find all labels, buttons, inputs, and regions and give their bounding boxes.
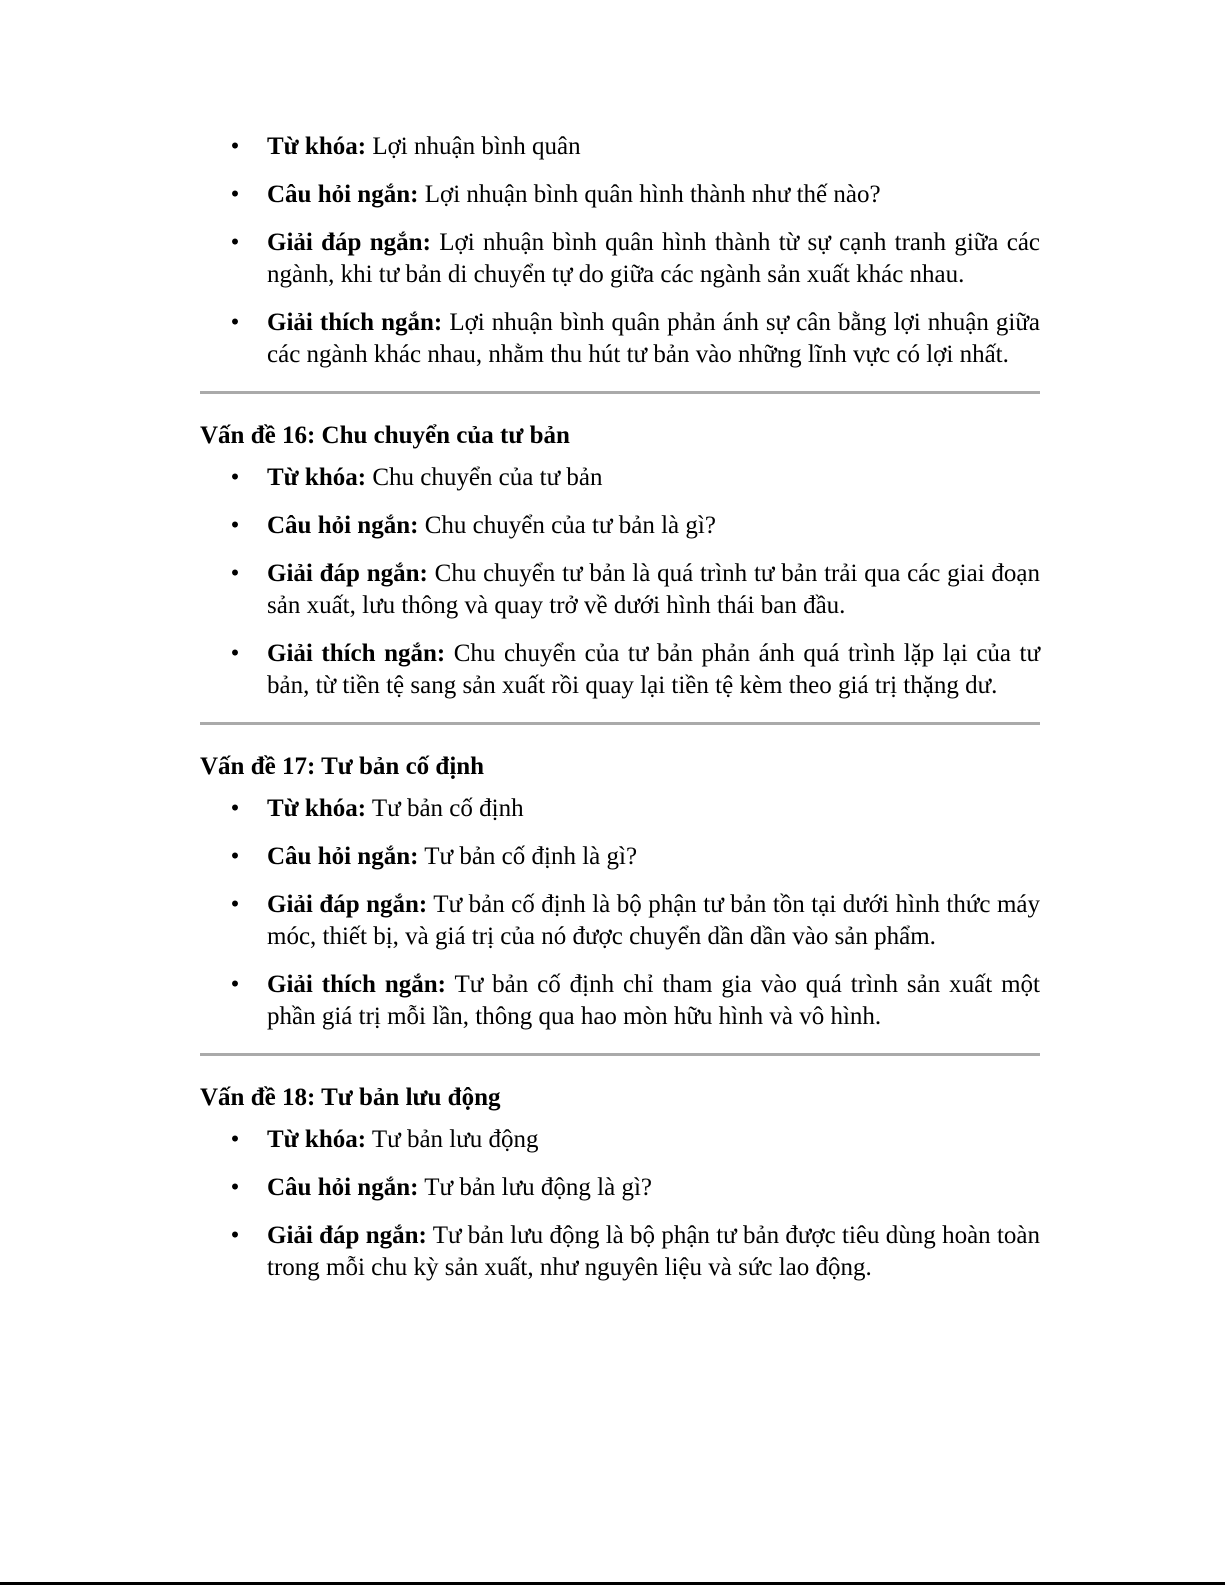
item-label: Câu hỏi ngắn: xyxy=(267,512,419,539)
item-label: Câu hỏi ngắn: xyxy=(267,181,419,208)
item-text: Lợi nhuận bình quân xyxy=(372,133,581,160)
list-item xyxy=(230,558,1041,622)
item-text: Tư bản cố định là bộ phận tư bản tồn tại dưới hình thức máy móc, thiết bị, và giá trị của nó được chuyển dần dần vào sản phẩm. xyxy=(267,891,1040,950)
bullet-icon: • xyxy=(230,512,240,539)
section-16 xyxy=(200,420,1040,702)
bullet-icon: • xyxy=(230,1174,240,1201)
bullet-icon: • xyxy=(230,843,240,870)
section-title: Vấn đề 17: Tư bản cố định xyxy=(200,753,485,780)
item-label: Giải đáp ngắn: xyxy=(267,560,428,587)
item-text: Chu chuyển của tư bản xyxy=(372,464,603,491)
bullet-icon: • xyxy=(230,971,240,998)
bullet-icon: • xyxy=(230,181,240,208)
bullet-icon: • xyxy=(230,309,240,336)
bullet-icon: • xyxy=(230,640,240,667)
item-label: Câu hỏi ngắn: xyxy=(267,843,419,870)
item-text: Tư bản lưu động xyxy=(371,1126,539,1153)
item-text: Chu chuyển của tư bản phản ánh quá trình lặp lại của tư bản, từ tiền tệ sang sản xuất rồi quay lại tiền tệ kèm theo giá trị thặng dư. xyxy=(267,640,1040,699)
list-item xyxy=(230,179,1040,211)
list-item xyxy=(230,227,1041,291)
item-text: Tư bản cố định xyxy=(371,795,524,822)
bullet-icon: • xyxy=(230,1222,240,1249)
bullet-icon: • xyxy=(230,891,240,918)
item-label: Giải đáp ngắn: xyxy=(267,1222,427,1249)
item-text: Tư bản lưu động là bộ phận tư bản được tiêu dùng hoàn toàn trong mỗi chu kỳ sản xuất, như nguyên liệu và sức lao động. xyxy=(267,1222,1040,1281)
item-text: Lợi nhuận bình quân hình thành từ sự cạnh tranh giữa các ngành, khi tư bản di chuyển tự do giữa các ngành sản xuất khác nhau. xyxy=(267,229,1041,288)
section-divider xyxy=(200,391,1040,394)
section-continued xyxy=(200,131,1040,371)
list-item xyxy=(230,307,1040,371)
list-item xyxy=(230,793,1040,825)
list-item xyxy=(230,1124,1040,1156)
item-list xyxy=(200,131,1040,371)
document-content xyxy=(200,131,1040,1300)
item-text: Chu chuyển của tư bản là gì? xyxy=(424,512,716,539)
item-label: Giải thích ngắn: xyxy=(267,309,443,336)
item-text: Chu chuyển tư bản là quá trình tư bản trải qua các giai đoạn sản xuất, lưu thông và quay trở về dưới hình thái ban đầu. xyxy=(267,560,1041,619)
item-label: Giải thích ngắn: xyxy=(267,971,446,998)
item-label: Từ khóa: xyxy=(267,133,367,160)
item-list xyxy=(200,793,1040,1033)
bullet-icon: • xyxy=(230,1126,240,1153)
item-list xyxy=(200,1124,1040,1284)
section-divider xyxy=(200,722,1040,725)
item-text: Lợi nhuận bình quân phản ánh sự cân bằng lợi nhuận giữa các ngành khác nhau, nhằm thu hút tư bản vào những lĩnh vực có lợi nhất. xyxy=(267,309,1040,368)
item-text: Tư bản cố định là gì? xyxy=(424,843,638,870)
list-item xyxy=(230,462,1040,494)
list-item xyxy=(230,969,1040,1033)
section-title: Vấn đề 18: Tư bản lưu động xyxy=(200,1084,501,1111)
bullet-icon: • xyxy=(230,133,240,160)
list-item xyxy=(230,510,1040,542)
section-divider xyxy=(200,1053,1040,1056)
list-item xyxy=(230,889,1040,953)
bullet-icon: • xyxy=(230,560,240,587)
item-text: Tư bản cố định chỉ tham gia vào quá trình sản xuất một phần giá trị mỗi lần, thông qua hao mòn hữu hình và vô hình. xyxy=(267,971,1040,1030)
list-item xyxy=(230,841,1040,873)
bullet-icon: • xyxy=(230,464,240,491)
bullet-icon: • xyxy=(230,229,240,256)
item-label: Giải đáp ngắn: xyxy=(267,891,428,918)
item-label: Từ khóa: xyxy=(267,464,367,491)
item-label: Từ khóa: xyxy=(267,1126,367,1153)
list-item xyxy=(230,1220,1040,1284)
item-label: Giải đáp ngắn: xyxy=(267,229,431,256)
item-text: Tư bản lưu động là gì? xyxy=(424,1174,653,1201)
item-label: Từ khóa: xyxy=(267,795,367,822)
item-label: Câu hỏi ngắn: xyxy=(267,1174,419,1201)
list-item xyxy=(230,131,1040,163)
list-item xyxy=(230,1172,1040,1204)
item-label: Giải thích ngắn: xyxy=(267,640,446,667)
list-item xyxy=(230,638,1040,702)
section-18 xyxy=(200,1082,1040,1284)
section-title: Vấn đề 16: Chu chuyển của tư bản xyxy=(200,422,570,449)
item-list xyxy=(200,462,1040,702)
section-17 xyxy=(200,751,1040,1033)
bullet-icon: • xyxy=(230,795,240,822)
item-text: Lợi nhuận bình quân hình thành như thế nào? xyxy=(424,181,881,208)
